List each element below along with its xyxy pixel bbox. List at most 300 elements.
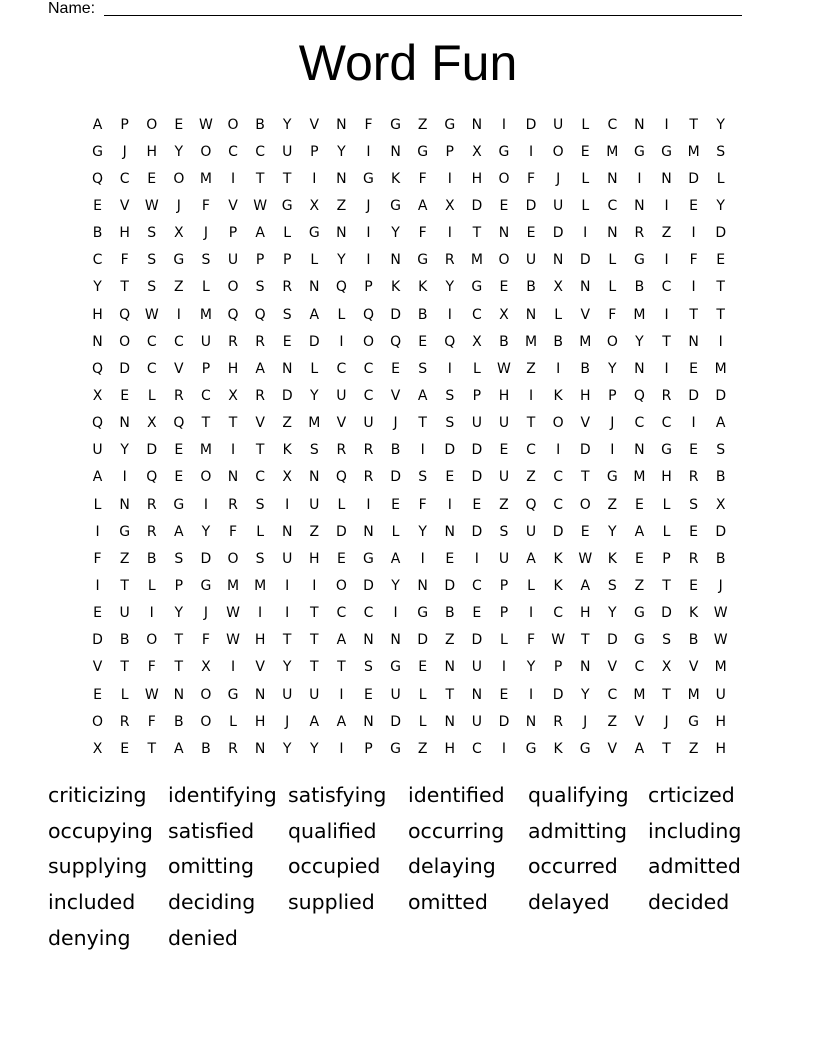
grid-letter: U	[498, 469, 510, 486]
grid-letter: L	[337, 496, 346, 513]
grid-letter: S	[147, 279, 157, 296]
grid-letter: A	[92, 116, 103, 133]
grid-letter: I	[312, 170, 317, 187]
grid-letter: N	[390, 632, 401, 649]
grid-letter: E	[418, 659, 428, 676]
grid-letter: Q	[119, 306, 131, 323]
word-list-item: deciding	[168, 890, 256, 915]
grid-letter: N	[634, 197, 645, 214]
grid-letter: G	[498, 143, 510, 160]
grid-letter: T	[201, 415, 211, 432]
grid-letter: S	[418, 469, 428, 486]
grid-letter: Q	[146, 469, 158, 486]
grid-letter: P	[310, 143, 319, 160]
grid-letter: Y	[310, 387, 319, 404]
grid-letter: C	[553, 496, 564, 513]
grid-letter: V	[309, 116, 320, 133]
grid-letter: Y	[120, 442, 129, 459]
grid-letter: L	[120, 686, 129, 703]
word-list-item: delaying	[408, 854, 496, 879]
grid-letter: C	[661, 279, 672, 296]
name-underline	[104, 15, 742, 16]
grid-letter: F	[147, 713, 156, 730]
grid-row	[84, 735, 734, 762]
grid-letter: M	[525, 333, 538, 350]
grid-letter: T	[689, 116, 698, 133]
grid-letter: O	[200, 143, 212, 160]
grid-letter: R	[228, 496, 238, 513]
grid-letter: T	[310, 659, 319, 676]
grid-letter: R	[146, 523, 157, 540]
grid-letter: R	[688, 469, 699, 486]
grid-letter: S	[662, 632, 671, 649]
word-list-item: admitted	[648, 854, 741, 879]
grid-letter: B	[201, 740, 211, 757]
grid-letter: U	[282, 143, 293, 160]
grid-letter: N	[471, 116, 483, 133]
grid-letter: U	[282, 550, 293, 567]
grid-letter: I	[474, 550, 479, 567]
grid-letter: T	[662, 333, 671, 350]
grid-letter: C	[255, 469, 265, 486]
grid-letter: C	[363, 360, 374, 377]
grid-letter: O	[92, 713, 104, 730]
grid-letter: G	[633, 632, 645, 649]
grid-letter: L	[147, 387, 156, 404]
grid-letter: I	[664, 360, 669, 377]
grid-letter: F	[120, 252, 129, 269]
grid-letter: I	[528, 387, 534, 404]
grid-letter: N	[173, 686, 185, 703]
grid-letter: H	[254, 632, 266, 649]
grid-letter: I	[420, 442, 425, 459]
grid-letter: C	[146, 333, 157, 350]
grid-letter: B	[526, 279, 536, 296]
grid-letter: F	[608, 306, 617, 323]
grid-letter: L	[472, 360, 481, 377]
grid-letter: I	[447, 306, 452, 323]
grid-row	[84, 111, 734, 138]
grid-letter: I	[149, 605, 154, 622]
grid-letter: Y	[282, 659, 292, 676]
grid-letter: T	[282, 632, 292, 649]
grid-letter: M	[633, 686, 646, 703]
grid-letter: C	[119, 170, 130, 187]
word-list-item: admitting	[528, 818, 628, 843]
grid-letter: O	[227, 279, 239, 296]
grid-letter: C	[607, 686, 618, 703]
grid-letter: E	[147, 170, 157, 187]
grid-letter: I	[718, 333, 723, 350]
grid-letter: F	[364, 116, 373, 133]
grid-letter: O	[498, 170, 510, 187]
grid-letter: G	[417, 605, 429, 622]
grid-letter: I	[556, 360, 561, 377]
grid-letter: D	[552, 225, 564, 242]
grid-letter: I	[203, 496, 208, 513]
grid-letter: D	[471, 197, 483, 214]
grid-letter: G	[363, 550, 374, 567]
grid-letter: L	[229, 713, 237, 730]
grid-letter: Y	[282, 116, 292, 133]
grid-letter: D	[390, 713, 401, 730]
grid-letter: G	[308, 225, 320, 242]
grid-letter: L	[581, 116, 590, 133]
grid-letter: I	[691, 279, 696, 296]
grid-letter: Z	[499, 496, 509, 513]
grid-letter: U	[92, 442, 103, 459]
grid-letter: T	[445, 686, 455, 703]
grid-letter: L	[662, 523, 671, 540]
grid-letter: T	[310, 632, 319, 649]
grid-letter: L	[283, 225, 292, 242]
grid-letter: S	[255, 279, 265, 296]
grid-letter: E	[526, 225, 536, 242]
grid-letter: H	[444, 740, 456, 757]
grid-letter: T	[418, 415, 427, 432]
grid-letter: D	[92, 632, 103, 649]
grid-letter: G	[227, 686, 239, 703]
grid-letter: M	[199, 306, 212, 323]
grid-letter: T	[716, 279, 725, 296]
grid-letter: N	[119, 496, 130, 513]
grid-letter: D	[417, 632, 429, 649]
grid-letter: U	[200, 333, 212, 350]
grid-letter: W	[144, 306, 159, 323]
word-list-item: occurring	[408, 818, 505, 843]
grid-letter: I	[420, 550, 425, 567]
grid-letter: S	[418, 360, 428, 377]
grid-letter: Z	[607, 496, 618, 513]
grid-letter: Z	[282, 415, 292, 432]
grid-letter: U	[309, 686, 320, 703]
grid-letter: C	[363, 605, 374, 622]
grid-letter: B	[553, 333, 563, 350]
grid-letter: L	[418, 686, 427, 703]
grid-letter: Q	[173, 415, 185, 432]
grid-letter: I	[366, 225, 371, 242]
grid-letter: F	[418, 496, 427, 513]
grid-letter: T	[282, 170, 292, 187]
grid-letter: Y	[608, 360, 617, 377]
grid-letter: A	[390, 550, 401, 567]
grid-letter: Y	[337, 252, 346, 269]
grid-letter: Z	[661, 225, 672, 242]
grid-letter: U	[282, 686, 293, 703]
grid-letter: J	[366, 197, 371, 214]
grid-letter: M	[606, 143, 619, 160]
grid-letter: E	[580, 523, 590, 540]
grid-letter: E	[418, 333, 428, 350]
grid-letter: L	[202, 279, 210, 296]
grid-row	[84, 491, 734, 518]
grid-letter: N	[444, 713, 455, 730]
grid-letter: F	[93, 550, 102, 567]
grid-letter: T	[716, 306, 725, 323]
grid-letter: W	[578, 550, 593, 567]
grid-letter: V	[634, 713, 645, 730]
grid-letter: Y	[418, 523, 427, 540]
grid-letter: T	[337, 659, 346, 676]
grid-letter: I	[339, 740, 344, 757]
grid-letter: L	[608, 279, 617, 296]
grid-letter: N	[525, 713, 537, 730]
grid-letter: I	[230, 170, 236, 187]
grid-letter: G	[633, 252, 645, 269]
grid-letter: O	[552, 415, 564, 432]
grid-letter: L	[608, 252, 617, 269]
grid-letter: R	[119, 713, 130, 730]
grid-letter: C	[201, 387, 211, 404]
grid-letter: J	[718, 577, 723, 594]
grid-letter: G	[92, 143, 103, 160]
grid-letter: Q	[633, 387, 645, 404]
grid-letter: N	[688, 333, 699, 350]
grid-letter: H	[715, 740, 726, 757]
word-list-item: qualified	[288, 818, 377, 843]
grid-letter: P	[364, 740, 373, 757]
grid-letter: A	[417, 387, 428, 404]
grid-letter: G	[525, 740, 537, 757]
word-list-item: identified	[408, 783, 505, 807]
grid-letter: O	[173, 170, 185, 187]
grid-letter: N	[579, 279, 591, 296]
grid-letter: I	[95, 523, 100, 540]
grid-letter: I	[583, 225, 588, 242]
grid-letter: M	[226, 577, 240, 594]
grid-letter: U	[309, 496, 320, 513]
grid-letter: U	[119, 605, 130, 622]
grid-letter: J	[556, 170, 561, 187]
word-list	[48, 778, 768, 957]
grid-row	[84, 572, 734, 599]
grid-letter: D	[471, 442, 483, 459]
grid-letter: T	[147, 740, 157, 757]
grid-letter: C	[255, 143, 265, 160]
grid-letter: H	[309, 550, 320, 567]
grid-letter: B	[92, 225, 103, 242]
grid-row	[84, 192, 734, 219]
grid-letter: Y	[716, 197, 725, 214]
grid-row	[84, 165, 734, 192]
grid-letter: I	[285, 496, 290, 513]
grid-letter: B	[715, 469, 726, 486]
grid-letter: E	[445, 469, 455, 486]
grid-letter: N	[254, 740, 266, 757]
grid-letter: A	[715, 415, 726, 432]
grid-letter: K	[553, 740, 563, 757]
grid-letter: C	[173, 333, 184, 350]
grid-letter: L	[418, 713, 427, 730]
grid-letter: S	[255, 550, 265, 567]
grid-letter: R	[363, 469, 374, 486]
grid-letter: J	[203, 605, 208, 622]
grid-letter: Z	[688, 740, 699, 757]
grid-letter: O	[552, 143, 564, 160]
grid-letter: T	[228, 415, 238, 432]
grid-letter: Q	[227, 306, 239, 323]
grid-row	[84, 627, 734, 654]
grid-letter: P	[472, 387, 482, 404]
grid-letter: S	[689, 496, 699, 513]
grid-letter: P	[499, 577, 509, 594]
grid-letter: V	[92, 659, 103, 676]
grid-letter: Q	[335, 279, 347, 296]
grid-letter: Y	[201, 523, 211, 540]
grid-letter: V	[580, 415, 591, 432]
letter-grid	[84, 111, 734, 762]
grid-letter: C	[607, 116, 618, 133]
grid-letter: N	[444, 659, 455, 676]
grid-letter: F	[527, 632, 536, 649]
grid-letter: E	[472, 605, 482, 622]
grid-letter: G	[119, 523, 131, 540]
grid-letter: B	[580, 360, 591, 377]
grid-letter: N	[525, 306, 537, 323]
grid-letter: L	[391, 523, 400, 540]
grid-letter: I	[339, 686, 344, 703]
grid-letter: O	[362, 333, 374, 350]
grid-letter: Y	[174, 605, 184, 622]
grid-letter: F	[201, 197, 210, 214]
grid-letter: E	[174, 442, 184, 459]
word-list-item: delayed	[528, 890, 610, 915]
grid-letter: T	[526, 415, 536, 432]
page-title: Word Fun	[298, 35, 518, 91]
grid-letter: U	[471, 659, 482, 676]
grid-letter: I	[312, 577, 317, 594]
grid-letter: X	[201, 659, 211, 676]
grid-letter: O	[146, 632, 158, 649]
grid-letter: K	[282, 442, 292, 459]
grid-letter: Q	[444, 333, 456, 350]
grid-letter: T	[310, 605, 319, 622]
grid-letter: A	[634, 523, 645, 540]
grid-letter: N	[336, 170, 347, 187]
grid-letter: W	[253, 197, 268, 214]
grid-letter: D	[579, 252, 591, 269]
grid-letter: O	[119, 333, 131, 350]
grid-letter: L	[662, 496, 671, 513]
grid-letter: A	[336, 632, 347, 649]
grid-letter: M	[633, 306, 646, 323]
grid-letter: E	[689, 360, 699, 377]
grid-letter: X	[146, 415, 157, 432]
grid-letter: I	[95, 577, 100, 594]
grid-letter: O	[146, 116, 158, 133]
grid-letter: D	[715, 225, 727, 242]
grid-letter: U	[227, 252, 239, 269]
grid-letter: X	[472, 143, 482, 160]
grid-letter: T	[472, 225, 482, 242]
grid-letter: L	[310, 360, 319, 377]
grid-letter: B	[634, 279, 645, 296]
grid-letter: H	[579, 605, 591, 622]
grid-row	[84, 138, 734, 165]
grid-letter: X	[472, 333, 482, 350]
grid-row	[84, 328, 734, 355]
grid-letter: N	[227, 469, 239, 486]
word-list-item: including	[648, 818, 742, 843]
grid-letter: B	[444, 605, 455, 622]
grid-letter: S	[445, 415, 455, 432]
grid-letter: T	[120, 279, 129, 296]
grid-letter: X	[499, 306, 509, 323]
grid-letter: T	[174, 632, 184, 649]
grid-row	[84, 355, 734, 382]
grid-letter: M	[687, 686, 700, 703]
grid-letter: X	[174, 225, 184, 242]
grid-row	[84, 708, 734, 735]
grid-letter: D	[661, 605, 672, 622]
name-label: Name:	[48, 0, 96, 17]
grid-letter: C	[336, 360, 347, 377]
grid-letter: M	[308, 415, 321, 432]
grid-letter: X	[444, 197, 455, 214]
grid-letter: Z	[526, 469, 536, 486]
grid-letter: D	[471, 632, 483, 649]
grid-letter: B	[417, 306, 428, 323]
grid-letter: D	[119, 360, 131, 377]
grid-letter: L	[337, 306, 346, 323]
grid-letter: N	[634, 442, 645, 459]
grid-letter: X	[92, 740, 103, 757]
grid-letter: N	[471, 686, 483, 703]
grid-letter: O	[579, 496, 591, 513]
grid-letter: U	[553, 197, 564, 214]
grid-letter: N	[579, 659, 591, 676]
grid-letter: G	[390, 659, 401, 676]
grid-letter: R	[228, 333, 238, 350]
grid-letter: X	[715, 496, 726, 513]
grid-letter: D	[688, 170, 699, 187]
grid-letter: B	[715, 550, 726, 567]
grid-letter: D	[715, 523, 727, 540]
grid-letter: P	[282, 252, 292, 269]
grid-letter: A	[634, 740, 645, 757]
grid-letter: F	[689, 252, 698, 269]
word-list-item: satisfying	[288, 783, 387, 807]
grid-letter: Y	[310, 740, 319, 757]
grid-letter: V	[580, 306, 591, 323]
grid-letter: G	[281, 197, 293, 214]
grid-letter: I	[610, 442, 615, 459]
grid-letter: Y	[608, 605, 617, 622]
grid-letter: H	[579, 387, 591, 404]
grid-letter: L	[581, 197, 590, 214]
grid-letter: W	[144, 686, 159, 703]
grid-letter: Z	[309, 523, 320, 540]
grid-letter: O	[227, 116, 239, 133]
grid-letter: V	[390, 387, 401, 404]
word-list-item: decided	[648, 890, 730, 915]
grid-letter: G	[417, 252, 429, 269]
grid-letter: I	[366, 252, 371, 269]
grid-letter: E	[634, 496, 644, 513]
grid-letter: T	[662, 686, 671, 703]
grid-letter: Q	[92, 170, 104, 187]
grid-letter: I	[528, 605, 534, 622]
grid-letter: E	[282, 333, 292, 350]
grid-letter: B	[146, 550, 157, 567]
grid-letter: R	[444, 252, 455, 269]
grid-letter: E	[499, 197, 509, 214]
grid-letter: Y	[608, 523, 617, 540]
grid-letter: B	[119, 632, 130, 649]
grid-letter: D	[525, 116, 537, 133]
grid-letter: E	[472, 496, 482, 513]
grid-letter: G	[633, 605, 645, 622]
